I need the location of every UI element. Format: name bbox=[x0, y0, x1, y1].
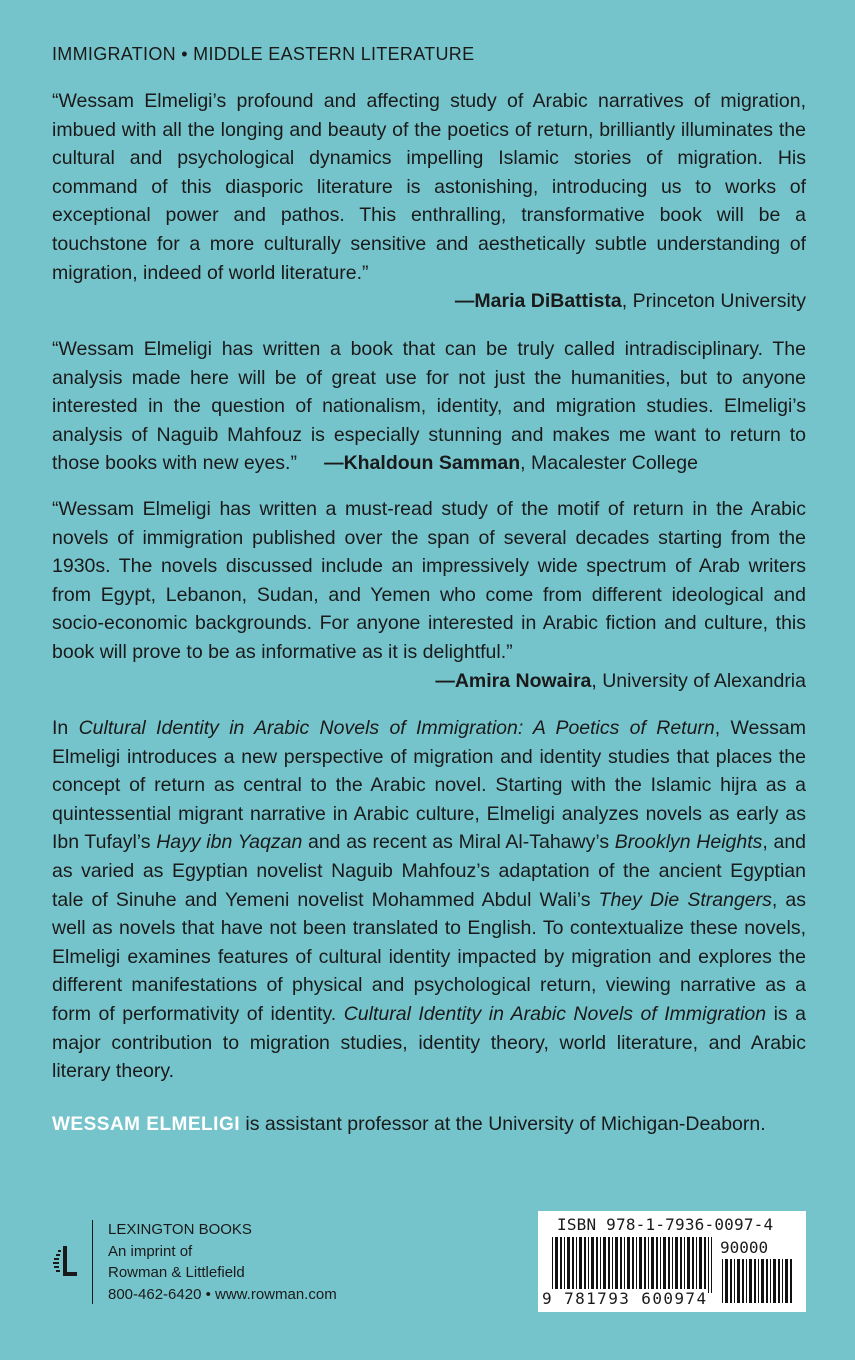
barcode-bar bbox=[754, 1259, 756, 1303]
barcode-bar bbox=[696, 1237, 697, 1293]
barcode-bar bbox=[746, 1259, 747, 1303]
publisher-divider bbox=[92, 1220, 93, 1304]
barcode-bar bbox=[675, 1237, 678, 1293]
barcode-bar bbox=[567, 1237, 570, 1293]
quote-text: “Wessam Elmeligi’s profound and affecting study of Arabic narratives of migration, imbued with all the longing and beauty of the poetics of return, brilliantly illuminates the cultural and psychological dynamics impelling Islamic stories of migration. His command of this diasporic literature is astonishing, introducing us to works of exceptional power and pathos. This enthralling, transformative book will be a touchstone for a more culturally sensitive and aesthetically subtle understanding of migration, indeed of world literature.” bbox=[52, 90, 806, 284]
barcode-bar bbox=[591, 1237, 594, 1293]
barcode-addon-bars bbox=[722, 1259, 794, 1303]
publisher-name: LEXINGTON BOOKS bbox=[108, 1221, 252, 1238]
barcode-bar bbox=[660, 1237, 661, 1293]
barcode-bar bbox=[734, 1259, 735, 1303]
author-bio-text: is assistant professor at the University of Michigan-Deaborn. bbox=[240, 1113, 766, 1135]
barcode-bar bbox=[656, 1237, 658, 1293]
barcode-bar bbox=[555, 1237, 558, 1293]
barcode-bar bbox=[572, 1237, 574, 1293]
barcode-bar bbox=[742, 1259, 744, 1303]
barcode-bar bbox=[627, 1237, 630, 1293]
barcode-bar bbox=[761, 1259, 764, 1303]
barcode-bar bbox=[692, 1237, 694, 1293]
publisher-imprint: An imprint of bbox=[108, 1242, 193, 1260]
desc-text: , Wessam Elmeligi introduces a new perspective of migration and identity studies that places the concept of return as central to the Arabic novel. Starting with the Islamic hijra as a quintessential migrant narrative in Arabic culture, Elmeligi analyzes novels as early as Ibn Tufayl’s bbox=[52, 717, 806, 854]
barcode-bar bbox=[576, 1237, 577, 1293]
quote-affiliation: , Princeton University bbox=[621, 290, 806, 313]
publisher-info bbox=[108, 1219, 337, 1305]
barcode-bar bbox=[758, 1259, 759, 1303]
barcode-bar bbox=[651, 1237, 654, 1293]
desc-text: and as recent as Miral Al-Tahawy’s bbox=[302, 831, 615, 854]
barcode-bar bbox=[790, 1259, 792, 1303]
barcode-bar bbox=[648, 1237, 649, 1293]
barcode-bar bbox=[785, 1259, 788, 1303]
barcode-digits: 9 781793 600974 bbox=[542, 1289, 708, 1308]
barcode-bar bbox=[704, 1237, 706, 1293]
barcode-bar bbox=[644, 1237, 646, 1293]
barcode-bar bbox=[663, 1237, 666, 1293]
barcode-bar bbox=[579, 1237, 582, 1293]
category-label: IMMIGRATION • MIDDLE EASTERN LITERATURE bbox=[52, 44, 475, 64]
quote-attribution bbox=[324, 452, 698, 474]
barcode-bar bbox=[699, 1237, 702, 1293]
barcode-bar bbox=[603, 1237, 606, 1293]
quote-author: —Khaldoun Samman bbox=[324, 452, 521, 475]
barcode-bar bbox=[680, 1237, 682, 1293]
barcode-bar bbox=[770, 1259, 771, 1303]
barcode-bar bbox=[632, 1237, 634, 1293]
endorsement-quote bbox=[52, 495, 806, 695]
book-title: Cultural Identity in Arabic Novels of Immigration bbox=[343, 1002, 767, 1025]
barcode-bar bbox=[773, 1259, 776, 1303]
barcode-bar bbox=[624, 1237, 625, 1293]
desc-text: is a major contribution to migration studies, identity theory, world literature, and Arabic literary theory. bbox=[52, 1002, 807, 1083]
barcode-bar bbox=[615, 1237, 618, 1293]
barcode-bar bbox=[588, 1237, 589, 1293]
quote-author: —Maria DiBattista bbox=[454, 290, 622, 313]
price-code: 90000 bbox=[720, 1238, 769, 1257]
quote-affiliation: , Macalester College bbox=[520, 452, 698, 475]
barcode-bar bbox=[730, 1259, 732, 1303]
work-title: Brooklyn Heights bbox=[614, 831, 763, 854]
barcode-bar bbox=[737, 1259, 740, 1303]
barcode-bar bbox=[668, 1237, 670, 1293]
desc-text: , as well as novels that have not been translated to English. To contextualize these novels, Elmeligi examines features of cultural identity impacted by migration and explores the different manifestations of physical and psychological return, viewing narrative as a form of performativity of identity. bbox=[52, 888, 806, 1025]
barcode-bar bbox=[600, 1237, 601, 1293]
quote-attribution bbox=[52, 667, 806, 696]
barcode-bar bbox=[766, 1259, 768, 1303]
isbn-barcode bbox=[538, 1211, 806, 1312]
barcode-bar bbox=[564, 1237, 565, 1293]
desc-text: , and as varied as Egyptian novelist Naguib Mahfouz’s adaptation of the ancient Egyptian tale of Sinuhe and Yemeni novelist Mohammed Abdul Wali’s bbox=[52, 831, 807, 911]
barcode-bar bbox=[596, 1237, 598, 1293]
publisher-parent: Rowman & Littlefield bbox=[108, 1264, 245, 1281]
barcode-bar bbox=[672, 1237, 673, 1293]
barcode-bars bbox=[552, 1237, 712, 1293]
barcode-bar bbox=[608, 1237, 610, 1293]
author-bio bbox=[52, 1113, 766, 1136]
quote-body: “Wessam Elmeligi has written a book that can be truly called intradisciplinary. The analysis made here will be of great use for not just the humanities, but to anyone interested in the question of nationalism, identity, and migration studies. Elmeligi’s analysis of Naguib Mahfouz is especially stunning and makes me want to return to those books with new eyes.” bbox=[52, 338, 806, 475]
work-title: They Die Strangers bbox=[598, 888, 772, 911]
publisher-contact: 800-462-6420 • www.rowman.com bbox=[108, 1285, 337, 1303]
barcode-bar bbox=[560, 1237, 562, 1293]
quote-author: —Amira Nowaira bbox=[435, 669, 592, 692]
barcode-bar bbox=[636, 1237, 637, 1293]
work-title: Hayy ibn Yaqzan bbox=[156, 831, 303, 854]
barcode-bar bbox=[684, 1237, 685, 1293]
book-title: Cultural Identity in Arabic Novels of Immigration: A Poetics of Return bbox=[78, 717, 715, 739]
quote-affiliation: , University of Alexandria bbox=[591, 669, 806, 692]
barcode-bar bbox=[749, 1259, 752, 1303]
barcode-bar bbox=[778, 1259, 780, 1303]
endorsement-quote bbox=[52, 87, 806, 316]
author-name: WESSAM ELMELIGI bbox=[52, 1114, 240, 1135]
quote-attribution bbox=[52, 287, 806, 316]
barcode-bar bbox=[552, 1237, 553, 1293]
desc-text: In bbox=[52, 717, 79, 739]
barcode-bar bbox=[782, 1259, 783, 1303]
barcode-bar bbox=[708, 1237, 709, 1293]
endorsement-quote bbox=[52, 335, 806, 478]
barcode-bar bbox=[584, 1237, 586, 1293]
barcode-bar bbox=[620, 1237, 622, 1293]
barcode-bar bbox=[722, 1259, 723, 1303]
quote-text bbox=[52, 335, 806, 478]
isbn-number: ISBN 978-1-7936-0097-4 bbox=[557, 1215, 774, 1234]
lexington-logo-icon bbox=[52, 1242, 78, 1282]
barcode-bar bbox=[687, 1237, 690, 1293]
book-description bbox=[52, 714, 806, 1086]
barcode-bar bbox=[612, 1237, 613, 1293]
barcode-bar bbox=[639, 1237, 642, 1293]
barcode-bar bbox=[725, 1259, 728, 1303]
barcode-bar bbox=[711, 1237, 712, 1293]
quote-text: “Wessam Elmeligi has written a must-read study of the motif of return in the Arabic novels of immigration published over the span of several decades starting from the 1930s. The novels discussed include an impressively wide spectrum of Arab writers from Egypt, Lebanon, Sudan, and Yemen who come from different ideological and socio-economic backgrounds. For anyone interested in Arabic fiction and culture, this book will prove to be as informative as it is delightful.” bbox=[52, 498, 806, 663]
